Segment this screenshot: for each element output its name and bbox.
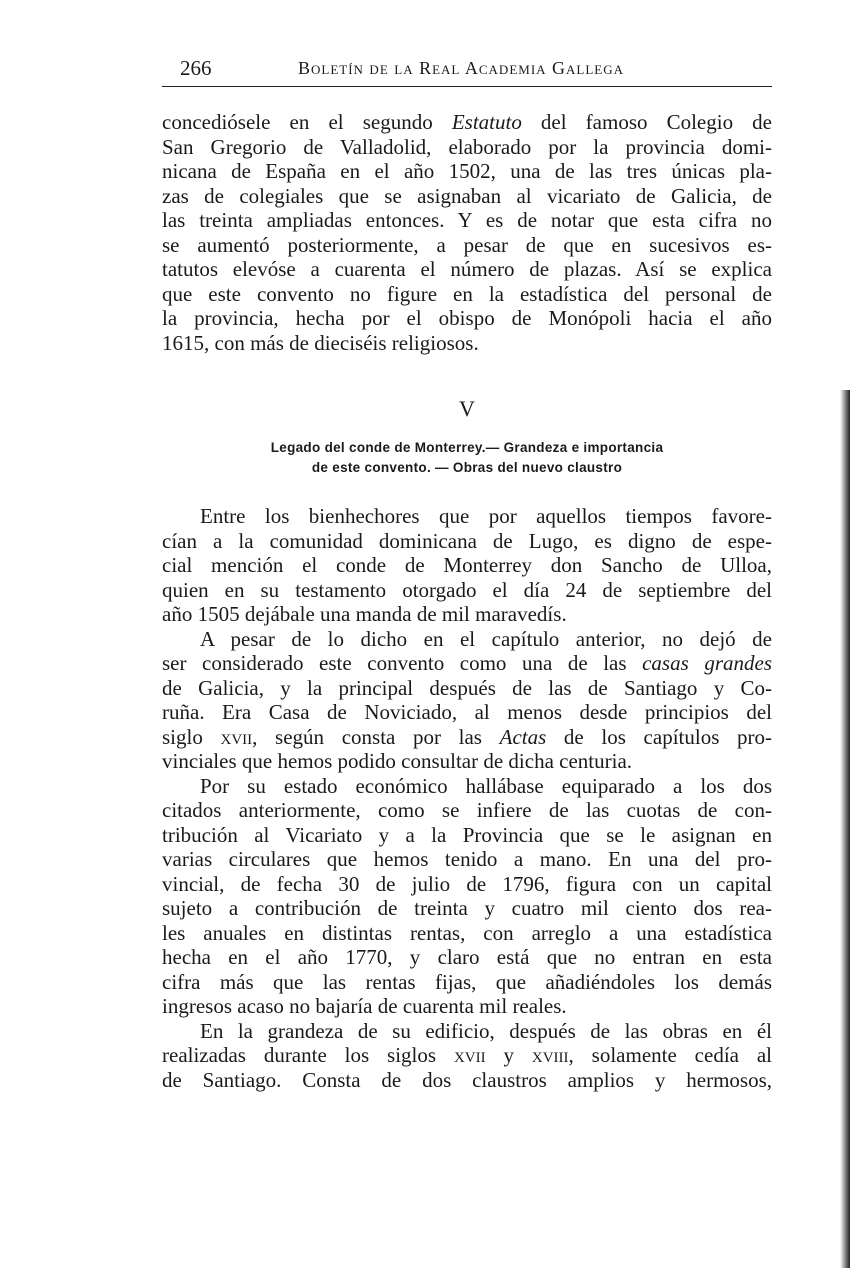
- text-line: [162, 725, 772, 750]
- text-line: nicana de España en el año 1502, una de las tres únicas pla-: [162, 159, 772, 183]
- text-line: cial mención el conde de Monterrey don Sancho de Ulloa,: [162, 553, 772, 577]
- text-segment: , según consta por las: [252, 724, 500, 749]
- text-line: zas de colegiales que se asignaban al vicariato de Galicia, de: [162, 183, 772, 208]
- text-line: Por su estado económico hallábase equiparado a los dos: [200, 773, 772, 798]
- text-line: de Santiago. Consta de dos claustros amplios y hermosos,: [162, 1067, 772, 1092]
- text-segment: ser considerado este convento como una de las: [162, 651, 643, 675]
- page-number: 266: [180, 56, 212, 80]
- text-line: se aumentó posteriormente, a pesar de que en sucesivos es-: [162, 232, 772, 257]
- text-line: cían a la comunidad dominicana de Lugo, es digno de espe-: [162, 528, 772, 553]
- text-segment: siglo: [162, 724, 221, 749]
- text-line: quien en su testamento otorgado el día 24 de septiembre del: [162, 577, 772, 602]
- text-line: vincial, de fecha 30 de julio de 1796, figura con un capital: [162, 871, 772, 896]
- text-line: sujeto a contribución de treinta y cuatro mil ciento dos rea-: [162, 896, 772, 920]
- text-segment: y: [485, 1043, 532, 1067]
- text-line: varias circulares que hemos tenido a mano. En una del pro-: [162, 847, 772, 871]
- text-line: [162, 110, 772, 135]
- text-line: ruña. Era Casa de Noviciado, al menos desde principios del: [162, 700, 772, 724]
- paragraph: [162, 1019, 772, 1093]
- text-line: de Galicia, y la principal después de las de Santiago y Co-: [162, 675, 772, 700]
- text-segment: del famoso Colegio de: [521, 110, 773, 134]
- section-subtitle-line-1: Legado del conde de Monterrey.— Grandeza e importancia: [270, 440, 664, 455]
- text-line: San Gregorio de Valladolid, elaborado por la provincia domi-: [162, 134, 772, 159]
- text-line: tatutos elevóse a cuarenta el número de plazas. Así se explica: [162, 257, 772, 281]
- text-segment: realizadas durante los siglos: [162, 1043, 454, 1067]
- paragraph: [162, 504, 772, 627]
- text-line: A pesar de lo dicho en el capítulo anterior, no dejó de: [200, 626, 772, 651]
- small-caps-text: xvii: [220, 724, 253, 749]
- text-line: la provincia, hecha por el obispo de Monópoli hacia el año: [162, 306, 772, 330]
- text-line: Entre los bienhechores que por aquellos tiempos favore-: [200, 504, 772, 528]
- paragraph: [162, 110, 772, 355]
- running-title: Boletín de la Real Academia Gallega: [298, 58, 625, 78]
- text-block-bottom: [162, 504, 772, 1092]
- section-numeral: V: [459, 396, 475, 421]
- italic-text: casas grandes: [642, 651, 772, 675]
- italic-text: Estatuto: [451, 110, 522, 134]
- text-line: tribución al Vicariato y a la Provincia que se le asignan en: [162, 822, 772, 847]
- italic-text: Actas: [499, 724, 547, 749]
- text-segment: concediósele en el segundo: [162, 110, 452, 134]
- scan-edge-shadow: [840, 390, 850, 1268]
- text-line: vinciales que hemos podido consultar de dicha centuria.: [162, 749, 633, 773]
- small-caps-text: xvii: [453, 1043, 486, 1067]
- text-line: que este convento no figure en la estadística del personal de: [162, 281, 772, 306]
- text-line: las treinta ampliadas entonces. Y es de notar que esta cifra no: [162, 208, 772, 232]
- header-rule: [162, 86, 772, 87]
- section-subtitle-line-2: de este convento. — Obras del nuevo claustro: [311, 460, 623, 475]
- text-line: 1615, con más de dieciséis religiosos.: [162, 330, 479, 355]
- text-line: año 1505 dejábale una manda de mil maravedís.: [162, 602, 567, 626]
- text-line: hecha en el año 1770, y claro está que no entran en esta: [162, 945, 772, 969]
- text-line: cifra más que las rentas fijas, que añadiéndoles los demás: [162, 969, 772, 994]
- text-line: [162, 651, 772, 676]
- text-line: ingresos acaso no bajaría de cuarenta mil reales.: [162, 994, 567, 1018]
- paragraph: [162, 627, 772, 774]
- small-caps-text: xviii: [531, 1043, 569, 1067]
- text-block-top: [162, 110, 772, 355]
- paragraph: [162, 774, 772, 1019]
- text-segment: de los capítulos pro-: [546, 724, 773, 749]
- text-line: En la grandeza de su edificio, después de las obras en él: [200, 1018, 772, 1043]
- running-header: [162, 56, 772, 86]
- text-segment: , solamente cedía al: [568, 1043, 773, 1067]
- text-line: [162, 1043, 772, 1068]
- text-line: les anuales en distintas rentas, con arreglo a una estadística: [162, 920, 772, 945]
- text-line: citados anteriormente, como se infiere de las cuotas de con-: [162, 798, 772, 822]
